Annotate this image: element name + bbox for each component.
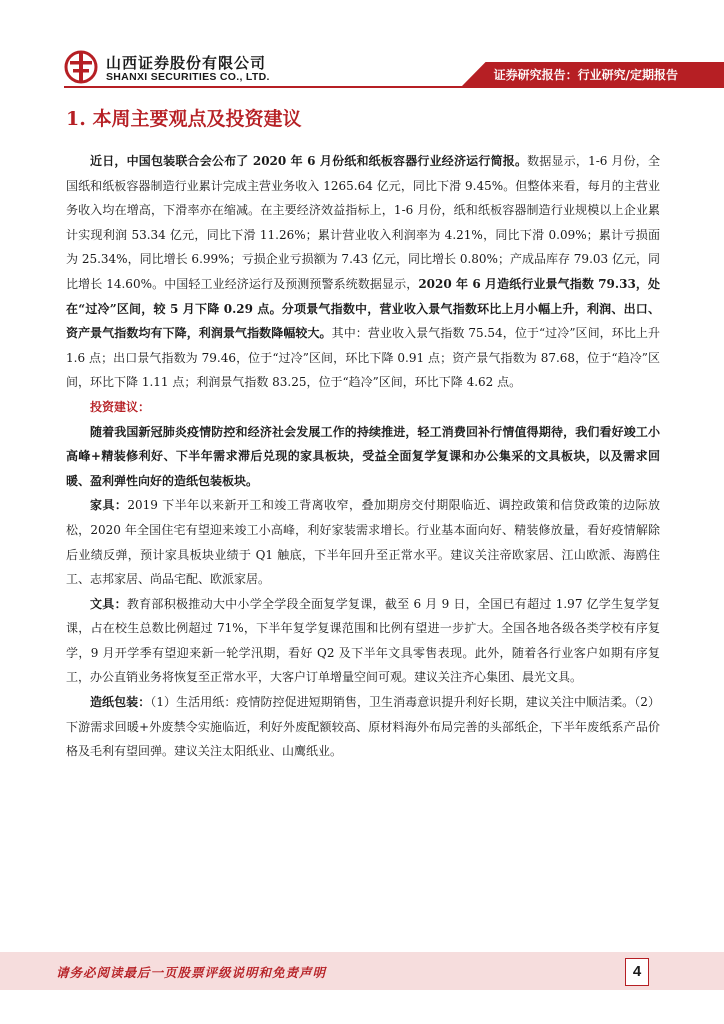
stationery-label: 文具： <box>90 596 127 611</box>
section-title: 1. 本周主要观点及投资建议 <box>66 108 302 130</box>
company-logo-icon <box>64 50 98 84</box>
paragraph-text: 数据显示，1-6 月份，全国纸和纸板容器制造行业累计完成主营业务收入 1265.64 亿元，同比下滑 9.45%。但整体来看，每月的主营业务收入均在增高，下滑率亦在缩减。在主要经济效益指标上，1-6 月份，纸和纸板容器制造行业规模以上企业累计实现利润 53.34 亿元，同比下滑 11.26%；累计营业收入利润率为 4.21%，同比下滑 0.09%；累计亏损面为 25.34%，同比增长 6.99%；亏损企业亏损额为 7.43 亿元，同比增长 0.80%；产成品库存 79.03 亿元，同比增长 14.60%。中国轻工业经济运行及预测预警系统数据显示， <box>66 154 660 291</box>
investment-summary-bold: 随着我国新冠肺炎疫情防控和经济社会发展工作的持续推进，轻工消费回补行情值得期待，我们看好竣工小高峰+精装修利好、下半年需求滞后兑现的家具板块，受益全面复学复课和办公集采的文具板块，以及需求回暖、盈利弹性向好的造纸包装板块。 <box>66 424 660 488</box>
paper-packaging-label: 造纸包装： <box>90 695 151 710</box>
investment-advice-label: 投资建议： <box>90 399 151 414</box>
furniture-label: 家具： <box>90 498 128 513</box>
page-number: 4 <box>625 958 649 986</box>
paragraph-lead-bold: 近日，中国包装联合会公布了 2020 年 6 月份纸和纸板容器行业经济运行简报。 <box>90 154 528 168</box>
paragraph-furniture <box>66 493 660 591</box>
paper-packaging-text: （1）生活用纸：疫情防控促进短期销售，卫生消毒意识提升利好长期，建议关注中顺洁柔。（2）下游需求回暖+外废禁令实施临近，利好外废配额较高、原材料海外布局完善的头部纸企，下半年废纸系产品价格及毛利有望回弹。建议关注太阳纸业、山鹰纸业。 <box>66 695 660 759</box>
company-name-cn: 山西证券股份有限公司 <box>106 54 267 72</box>
paragraph-stationery <box>66 592 660 690</box>
furniture-text: 2019 下半年以来新开工和竣工背离收窄，叠加期房交付期限临近、调控政策和信贷政策的边际放松，2020 年全国住宅有望迎来竣工小高峰，利好家装需求增长。行业基本面向好、精装修放量，看好疫情解除后业绩反弹，预计家具板块业绩于 Q1 触底，下半年回升至正常水平。建议关注帝欧家居、江山欧派、海鸥住工、志邦家居、尚品宅配、欧派家居。 <box>66 498 660 587</box>
page-header <box>0 0 724 100</box>
paragraph-investment-label <box>66 395 660 420</box>
paragraph-industry-data <box>66 149 660 395</box>
company-name-en: SHANXI SECURITIES CO., LTD. <box>106 71 270 83</box>
paragraph-text: 其中：营业收入景气指数 75.54，位于“过冷”区间，环比上升 1.6 点；出口景气指数为 79.46，位于“过冷”区间，环比下降 0.91 点；资产景气指数为 87.68，位于“趋冷”区间，环比下降 1.11 点；利润景气指数 83.25，位于“趋冷”区间，环比下降 4.62 点。 <box>66 326 660 390</box>
report-type-label: 证券研究报告：行业研究/定期报告 <box>493 68 678 82</box>
paragraph-investment-summary <box>66 420 660 494</box>
footer-disclaimer: 请务必阅读最后一页股票评级说明和免责声明 <box>56 965 327 980</box>
paragraph-highlight-bold: 2020 年 6 月造纸行业景气指数 79.33，处在“过冷”区间，较 5 月下降 0.29 点。分项景气指数中，营业收入景气指数环比上月小幅上升，利润、出口、资产景气指数均有下降，利润景气指数降幅较大。 <box>66 276 660 341</box>
stationery-text: 教育部积极推动大中小学全学段全面复学复课，截至 6 月 9 日，全国已有超过 1.97 亿学生复学复课，占在校生总数比例超过 71%，下半年复学复课范围和比例有望进一步扩大。全国各地各级各类学校有序复学，9 月开学季有望迎来新一轮学汛期，看好 Q2 及下半年文具零售表现。此外，随着各行业客户如期有序复工，办公直销业务将恢复至正常水平，大客户订单增量空间可观。建议关注齐心集团、晨光文具。 <box>66 596 660 685</box>
header-divider <box>64 86 724 88</box>
paragraph-paper-packaging <box>66 690 660 764</box>
report-body <box>66 149 660 764</box>
